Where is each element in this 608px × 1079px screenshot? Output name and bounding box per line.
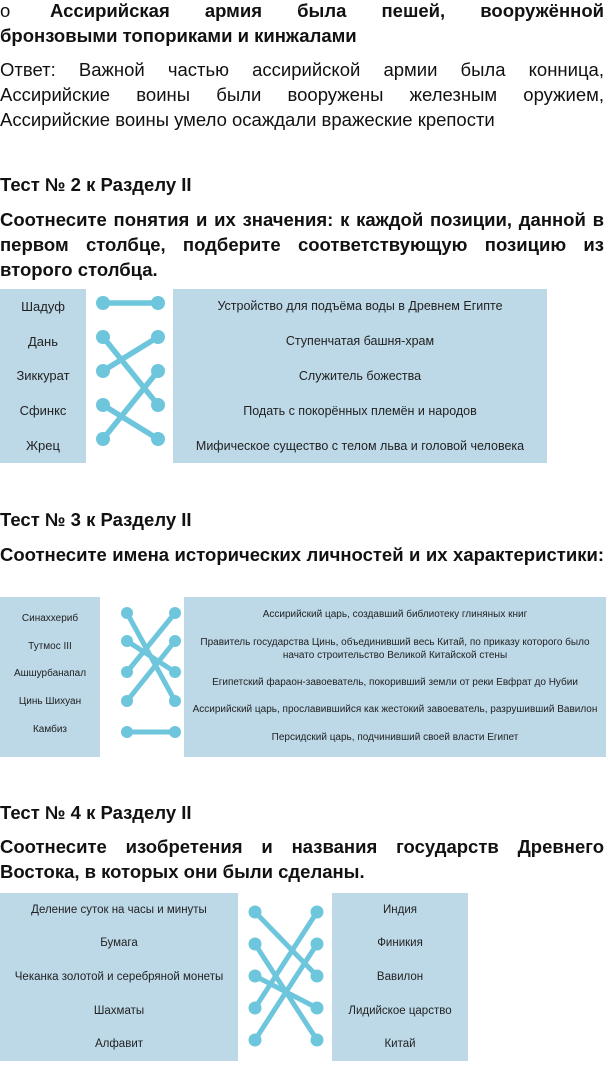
test3-connector-dot — [121, 695, 133, 707]
test4-right-item: Китай — [384, 1038, 416, 1051]
test4-left-item: Чеканка золотой и серебряной монеты — [14, 970, 224, 983]
test4-right-item: Индия — [383, 903, 417, 916]
test3-connector-dot — [169, 635, 181, 647]
test3-left-item: Ашшурбанапал — [13, 668, 87, 680]
test4-right-item: Финикия — [377, 937, 423, 950]
test2-instruction: Соотнесите понятия и их значения: к каждой позиции, данной в первом столбце, подберите соответствующую позицию из второго столбца. — [0, 209, 604, 280]
test3-title: Тест № 3 к Разделу II — [0, 509, 192, 530]
test2-connector-dot — [96, 364, 110, 378]
test2-right-item: Подать с покорённых племён и народов — [243, 403, 477, 418]
test4-left-item: Алфавит — [94, 1038, 144, 1051]
test4-connector-dot — [249, 970, 262, 983]
test2-left-item: Зиккурат — [16, 368, 70, 384]
test3-connector-dot — [121, 635, 133, 647]
test3-instruction: Соотнесите имена исторических личностей и их характеристики: — [0, 544, 604, 565]
test4-connector-dot — [311, 1002, 324, 1015]
test2-left-item: Жрец — [26, 438, 60, 454]
test3-right-item: Ассирийский царь, прославившийся как жестокий завоеватель, разрушивший Вавилон — [192, 704, 598, 716]
test3-right-item: Египетский фараон-завоеватель, покоривший земли от реки Евфрат до Нубии — [212, 676, 578, 688]
test3-connector-dot — [169, 726, 181, 738]
statement-line-2: бронзовыми топориками и кинжалами — [0, 25, 357, 46]
test4-right-item: Вавилон — [376, 970, 424, 983]
test2-connector-dot — [151, 330, 165, 344]
test3-left-item: Синаххериб — [21, 613, 79, 625]
test2-connector-line — [103, 405, 158, 439]
test4-left-item: Шахматы — [93, 1004, 145, 1017]
test2-right-item: Служитель божества — [298, 368, 422, 383]
statement-text: Ассирийская армия была пешей, вооружённой — [50, 0, 604, 21]
test3-connector-dot — [121, 726, 133, 738]
test3-right-item: Правитель государства Цинь, объединивший весь Китай, по приказу которого было начато строительство Великой Китайской стены — [200, 636, 590, 661]
test4-connector-dot — [311, 970, 324, 983]
answer-text: Ответ: Важной частью ассирийской армии была конница, Ассирийские воины были вооружены железным оружием, Ассирийские воины умело осаждали вражеские крепости — [0, 59, 604, 130]
test2-connector-dot — [151, 398, 165, 412]
test3-connector-dot — [169, 666, 181, 678]
test3-right-item: Персидский царь, подчинивший своей власти Египет — [271, 731, 519, 743]
bullet-marker: o — [0, 0, 11, 21]
test3-left-item: Тутмос III — [28, 640, 72, 652]
test4-left-item: Бумага — [100, 937, 138, 950]
test4-connector-line — [255, 912, 317, 976]
test3-left-item: Камбиз — [32, 723, 68, 735]
test4-connector-dot — [311, 906, 324, 919]
test4-connector-dot — [249, 938, 262, 951]
test2-connector-dot — [96, 398, 110, 412]
test4-connector-dot — [249, 1034, 262, 1047]
test2-left-item: Шадуф — [21, 298, 65, 314]
test4-connector-dot — [249, 1002, 262, 1015]
test2-right-item: Устройство для подъёма воды в Древнем Египте — [217, 299, 503, 314]
test3-connector-dot — [121, 666, 133, 678]
test4-connector-dot — [311, 1034, 324, 1047]
test3-right-column — [184, 597, 606, 757]
test3-left-item: Цинь Шихуан — [18, 696, 82, 708]
test2-connector-line — [103, 371, 158, 439]
test4-connector-dot — [249, 906, 262, 919]
test2-connector-dot — [96, 296, 110, 310]
test2-connector-dot — [151, 432, 165, 446]
test2-connector-dot — [96, 330, 110, 344]
test2-left-item: Дань — [28, 333, 58, 349]
test2-right-item: Ступенчатая башня-храм — [285, 334, 435, 349]
test4-right-item: Лидийское царство — [348, 1004, 452, 1017]
test4-left-item: Деление суток на часы и минуты — [31, 903, 207, 916]
test3-connector-dot — [169, 695, 181, 707]
test3-connector-dot — [169, 607, 181, 619]
test4-left-column — [0, 893, 238, 1061]
test3-left-column — [0, 597, 100, 757]
test3-connector-dot — [121, 607, 133, 619]
test2-connector-dot — [96, 432, 110, 446]
test2-right-item: Мифическое существо с телом льва и головой человека — [195, 438, 525, 453]
test2-title: Тест № 2 к Разделу II — [0, 174, 192, 195]
test4-connector-dot — [311, 938, 324, 951]
test3-right-item: Ассирийский царь, создавший библиотеку глиняных книг — [262, 609, 528, 621]
test2-connector-dot — [151, 296, 165, 310]
test2-connector-line — [103, 337, 158, 371]
test4-right-column — [332, 893, 468, 1061]
test2-connector-line — [103, 337, 158, 405]
test4-instruction: Соотнесите изобретения и названия государств Древнего Востока, в которых они были сделаны. — [0, 836, 604, 882]
test2-connector-dot — [151, 364, 165, 378]
test2-left-item: Сфинкс — [19, 403, 67, 419]
test4-title: Тест № 4 к Разделу II — [0, 802, 192, 823]
